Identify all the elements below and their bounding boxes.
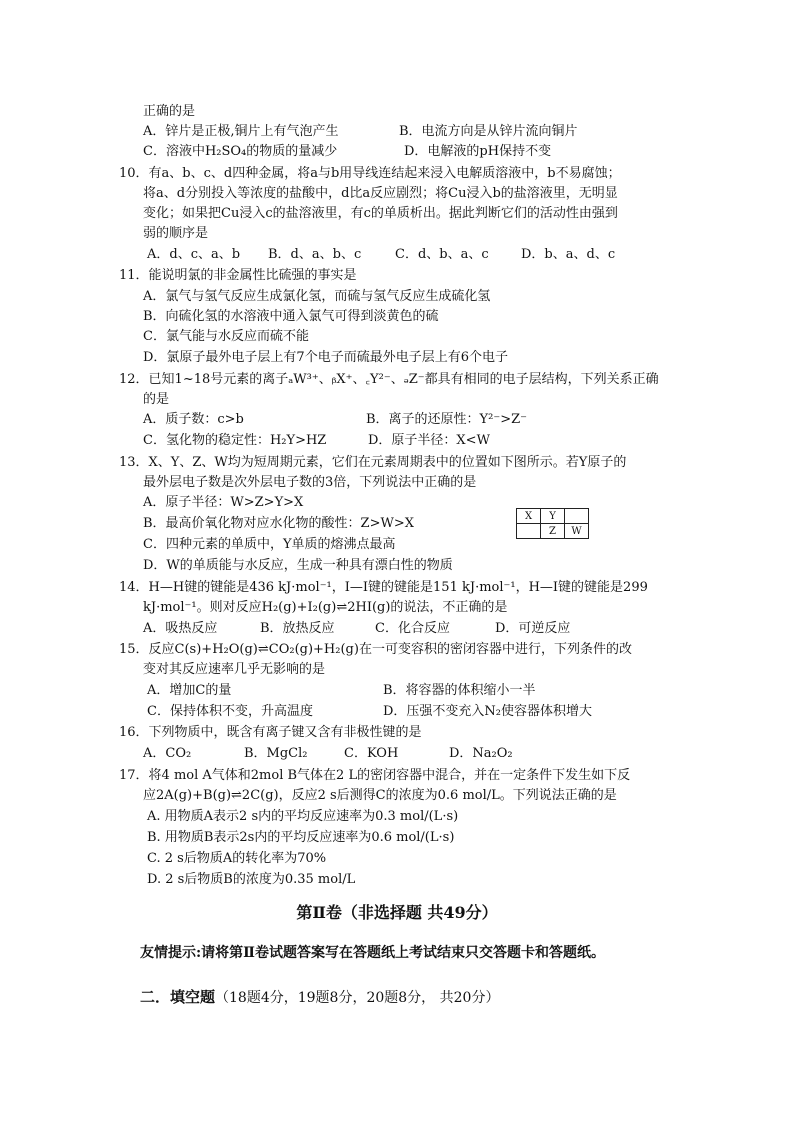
question-15: 15．反应C(s)+H₂O(g)⇌CO₂(g)+H₂(g)在一可变容积的密闭容器中进行，下列条件的改 xyxy=(119,642,632,657)
option-d: D．W的单质能与水反应，生成一种具有漂白性的物质 xyxy=(143,558,453,573)
periodic-table-fragment xyxy=(516,508,589,539)
option-c: C．氢化物的稳定性：H₂Y>HZ xyxy=(143,433,327,448)
option-d: D．氯原子最外电子层上有7个电子而硫最外电子层上有6个电子 xyxy=(143,350,508,365)
option-b: B．向硫化氢的水溶液中通入氯气可得到淡黄色的硫 xyxy=(143,309,439,324)
question-line: 将a、d分别投入等浓度的盐酸中，d比a反应剧烈；将Cu浸入b的盐溶液里，无明显 xyxy=(143,186,618,201)
question-line: 的是 xyxy=(143,392,170,407)
option-b: B．电流方向是从锌片流向铜片 xyxy=(399,124,578,139)
question-11: 11．能说明氯的非金属性比硫强的事实是 xyxy=(119,268,357,283)
part2-heading: 二．填空题 xyxy=(140,988,216,1006)
option-b: B．离子的还原性：Y²⁻>Z⁻ xyxy=(366,412,527,427)
part2-score-note: （18题4分，19题8分，20题8分， 共20分） xyxy=(215,990,500,1006)
question-13: 13．X、Y、Z、W均为短周期元素，它们在元素周期表中的位置如下图所示。若Y原子的 xyxy=(119,455,627,470)
option-c: C．溶液中H₂SO₄的物质的量减少 xyxy=(143,144,338,159)
friendly-notice: 友情提示:请将第Ⅱ卷试题答案写在答题纸上考试结束只交答题卡和答题纸。 xyxy=(140,945,605,961)
option-d: D．压强不变充入N₂使容器体积增大 xyxy=(383,704,593,719)
option-a: A. 用物质A表示2 s内的平均反应速率为0.3 mol/(L·s) xyxy=(147,809,459,824)
question-line: 应2A(g)+B(g)⇌2C(g)，反应2 s后测得C的浓度为0.6 mol/L。下列说法正确的是 xyxy=(143,788,617,803)
option-a: A．增加C的量 xyxy=(147,683,232,698)
question-10: 10．有a、b、c、d四种金属，将a与b用导线连结起来浸入电解质溶液中，b不易腐蚀； xyxy=(119,166,621,181)
cell-empty xyxy=(517,524,541,539)
option-d: D．电解液的pH保持不变 xyxy=(404,144,552,159)
option-b: B．将容器的体积缩小一半 xyxy=(383,683,536,698)
part2-header xyxy=(140,986,499,1007)
option-b: B．MgCl₂ xyxy=(244,746,308,761)
cell-x: X xyxy=(517,509,541,524)
option-b: B. 用物质B表示2s内的平均反应速率为0.6 mol/(L·s) xyxy=(147,830,455,845)
option-c: C．四种元素的单质中，Y单质的熔沸点最高 xyxy=(143,537,396,552)
cell-z: Z xyxy=(541,524,565,539)
cell-y: Y xyxy=(541,509,565,524)
option-d: D．b、a、d、c xyxy=(521,247,616,262)
cell-w: W xyxy=(565,524,589,539)
option-a: A．氯气与氢气反应生成氯化氢，而硫与氢气反应生成硫化氢 xyxy=(143,289,491,304)
option-c: C. 2 s后物质A的转化率为70% xyxy=(147,851,327,866)
question-16: 16．下列物质中，既含有离子键又含有非极性键的是 xyxy=(119,725,422,740)
option-a: A．质子数：c>b xyxy=(143,412,244,427)
option-d: D．Na₂O₂ xyxy=(449,746,513,761)
option-d: D. 2 s后物质B的浓度为0.35 mol/L xyxy=(147,872,356,887)
option-c: C．氯气能与水反应而硫不能 xyxy=(143,329,309,344)
option-a: A．d、c、a、b xyxy=(147,247,241,262)
option-c: C．保持体积不变，升高温度 xyxy=(147,704,313,719)
option-b: B．d、a、b、c xyxy=(268,247,362,262)
question-line: 变对其反应速率几乎无影响的是 xyxy=(143,662,326,677)
option-b: B．放热反应 xyxy=(260,621,335,636)
option-a: A．吸热反应 xyxy=(143,621,218,636)
question-line: 变化；如果把Cu浸入c的盐溶液里，有c的单质析出。据此判断它们的活动性由强到 xyxy=(143,206,618,221)
option-d: D．可逆反应 xyxy=(495,621,571,636)
question-12: 12．已知1~18号元素的离子ₐW³⁺、ᵦX⁺、꜀Y²⁻、ₔZ⁻都具有相同的电子层结构，下列关系正确 xyxy=(119,372,659,387)
option-d: D．原子半径：X<W xyxy=(368,433,490,448)
option-a: A．CO₂ xyxy=(143,746,192,761)
option-c: C．KOH xyxy=(344,746,399,761)
section-title: 第Ⅱ卷（非选择题 共49分） xyxy=(296,903,498,922)
question-line: 弱的顺序是 xyxy=(143,226,209,241)
question-line: kJ·mol⁻¹。则对反应H₂(g)+I₂(g)⇌2HI(g)的说法，不正确的是 xyxy=(143,600,508,615)
question-line: 最外层电子数是次外层电子数的3倍，下列说法中正确的是 xyxy=(143,475,477,490)
question-14: 14．H—H键的键能是436 kJ·mol⁻¹，I—I键的键能是151 kJ·mol⁻¹，H—I键的键能是299 xyxy=(119,580,648,595)
question-17: 17．将4 mol A气体和2mol B气体在2 L的密闭容器中混合，并在一定条件下发生如下反 xyxy=(119,768,631,783)
option-b: B．最高价氧化物对应水化物的酸性：Z>W>X xyxy=(143,516,414,531)
question-line: 正确的是 xyxy=(143,104,196,119)
option-a: A．原子半径：W>Z>Y>X xyxy=(143,495,304,510)
cell-empty xyxy=(565,509,589,524)
option-c: C．化合反应 xyxy=(375,621,450,636)
option-a: A．锌片是正极,铜片上有气泡产生 xyxy=(143,124,339,139)
option-c: C．d、b、a、c xyxy=(395,247,489,262)
